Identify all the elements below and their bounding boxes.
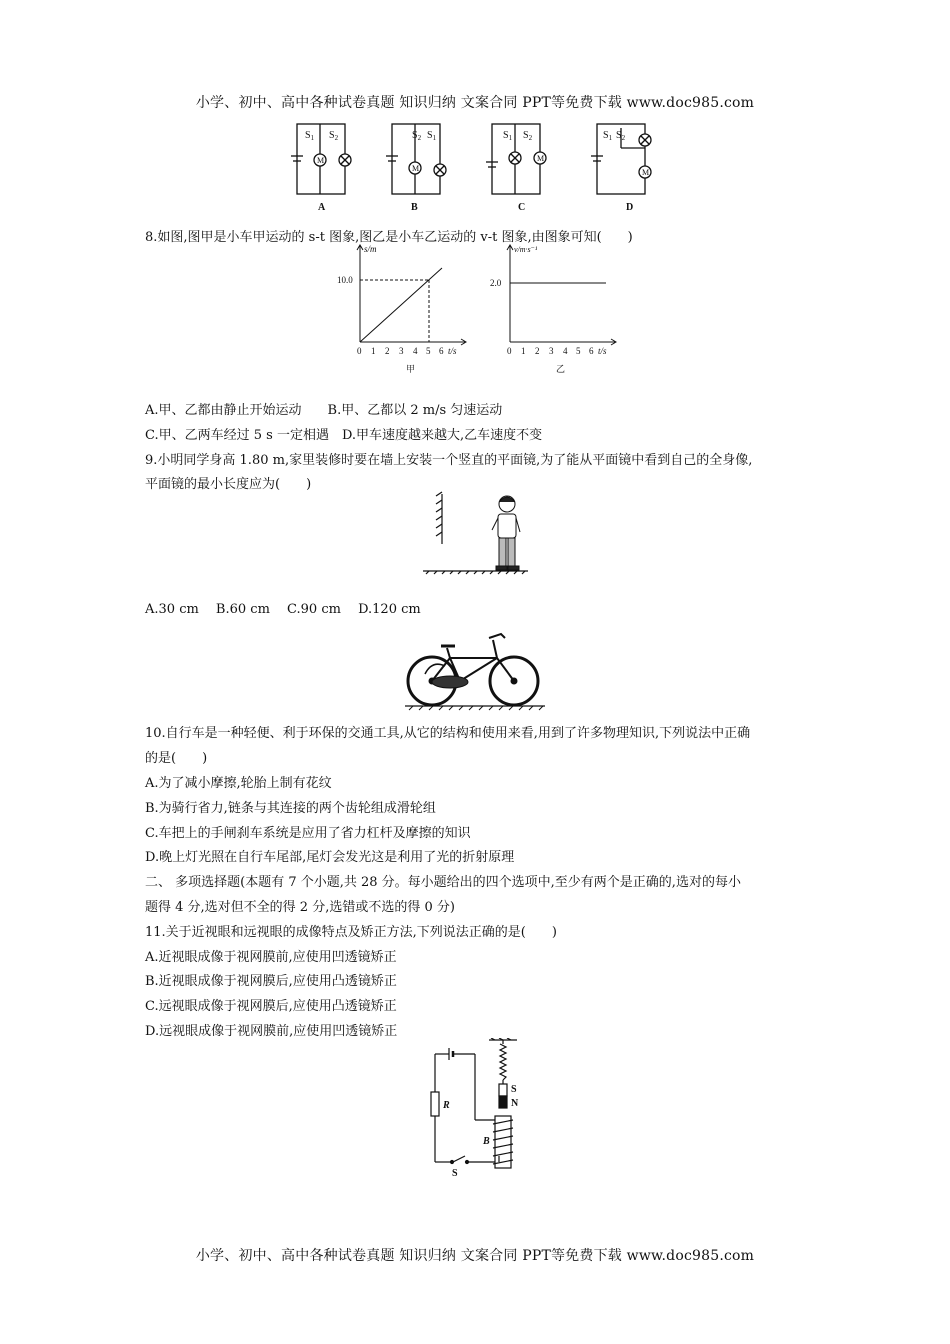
boy-icon xyxy=(492,496,520,570)
q9-mirror-boy-figure xyxy=(420,490,530,578)
q11-option-b: B.近视眼成像于视网膜后,应使用凸透镜矫正 xyxy=(145,974,397,989)
q11-option-c: C.远视眼成像于视网膜后,应使用凸透镜矫正 xyxy=(145,999,397,1014)
circuit-diagrams xyxy=(285,118,665,218)
q10-option-c: C.车把上的手闸刹车系统是应用了省力杠杆及摩擦的知识 xyxy=(145,826,471,841)
svg-text:3: 3 xyxy=(399,346,404,356)
q11-option-a: A.近视眼成像于视网膜前,应使用凹透镜矫正 xyxy=(145,950,397,965)
section2-heading-line1: 二、 多项选择题(本题有 7 个小题,共 28 分。每小题给出的四个选项中,至少有两个是正确的,选对的每小 xyxy=(145,875,741,890)
svg-text:M: M xyxy=(412,164,420,173)
svg-text:1: 1 xyxy=(371,346,376,356)
q8-option-cd: C.甲、乙两车经过 5 s 一定相遇 D.甲车速度越来越大,乙车速度不变 xyxy=(145,428,543,443)
svg-text:v/m·s⁻¹: v/m·s⁻¹ xyxy=(514,245,538,254)
svg-text:1: 1 xyxy=(521,346,526,356)
circuit-label-a: A xyxy=(318,202,326,213)
electromagnet-figure xyxy=(425,1038,535,1178)
svg-text:0: 0 xyxy=(357,346,362,356)
q10-stem-line1: 10.自行车是一种轻便、利于环保的交通工具,从它的结构和使用来看,用到了许多物理知识,下列说法中正确 xyxy=(145,726,751,741)
page-header: 小学、初中、高中各种试卷真题 知识归纳 文案合同 PPT等免费下载 www.doc985.com xyxy=(195,95,755,111)
svg-text:S1: $S_1$ xyxy=(305,130,315,142)
svg-text:S2: $S_2$ xyxy=(523,130,533,142)
q9-options: A.30 cm B.60 cm C.90 cm D.120 cm xyxy=(145,602,421,617)
svg-text:6: 6 xyxy=(589,346,594,356)
svg-text:S2: $S_2$ xyxy=(329,130,339,142)
q10-option-d: D.晚上灯光照在自行车尾部,尾灯会发光这是利用了光的折射原理 xyxy=(145,850,515,865)
q9-stem-line2: 平面镜的最小长度应为( ) xyxy=(145,477,312,492)
svg-text:2.0: 2.0 xyxy=(490,278,502,288)
q10-option-a: A.为了减小摩擦,轮胎上制有花纹 xyxy=(145,776,332,791)
svg-text:4: 4 xyxy=(413,346,418,356)
svg-text:4: 4 xyxy=(563,346,568,356)
svg-text:S1: $S_1$ xyxy=(503,130,513,142)
q8-graph-jia xyxy=(330,240,470,380)
svg-text:乙: 乙 xyxy=(556,364,566,374)
pole-bottom-label: N xyxy=(511,1098,519,1109)
resistor-label: R xyxy=(443,1100,450,1111)
core-label: B xyxy=(483,1136,490,1147)
svg-text:S1: $S_1$ xyxy=(603,130,613,142)
svg-text:5: 5 xyxy=(576,346,581,356)
svg-text:2: 2 xyxy=(535,346,540,356)
svg-text:t/s: t/s xyxy=(598,346,607,356)
svg-text:10.0: 10.0 xyxy=(337,275,353,285)
svg-text:6: 6 xyxy=(439,346,444,356)
q8-graph-yi xyxy=(482,240,622,380)
svg-text:5: 5 xyxy=(426,346,431,356)
q11-option-d: D.远视眼成像于视网膜前,应使用凹透镜矫正 xyxy=(145,1024,398,1039)
svg-text:甲: 甲 xyxy=(406,364,416,374)
section2-heading-line2: 题得 4 分,选对但不全的得 2 分,选错或不选的得 0 分) xyxy=(145,900,455,915)
circuit-label-b: B xyxy=(411,202,418,213)
q10-stem-line2: 的是( ) xyxy=(145,751,208,766)
svg-text:M: M xyxy=(642,168,650,177)
pole-top-label: S xyxy=(511,1084,517,1095)
svg-text:3: 3 xyxy=(549,346,554,356)
svg-text:2: 2 xyxy=(385,346,390,356)
q10-option-b: B.为骑行省力,链条与其连接的两个齿轮组成滑轮组 xyxy=(145,801,436,816)
q11-stem: 11.关于近视眼和远视眼的成像特点及矫正方法,下列说法正确的是( ) xyxy=(145,925,557,940)
q8-option-ab: A.甲、乙都由静止开始运动 B.甲、乙都以 2 m/s 匀速运动 xyxy=(145,403,503,418)
svg-text:S1: $S_1$ xyxy=(427,130,437,142)
svg-text:S2: $S_2$ xyxy=(412,130,422,142)
q8-stem: 8.如图,图甲是小车甲运动的 s-t 图象,图乙是小车乙运动的 v-t 图象,由图象可知( ) xyxy=(145,230,633,245)
bicycle-figure xyxy=(405,626,545,712)
circuit-label-d: D xyxy=(626,202,634,213)
svg-text:S2: $S_2$ xyxy=(616,130,626,142)
circuit-label-c: C xyxy=(518,202,526,213)
q9-stem-line1: 9.小明同学身高 1.80 m,家里装修时要在墙上安装一个竖直的平面镜,为了能从平面镜中看到自己的全身像, xyxy=(145,453,753,468)
svg-text:t/s: t/s xyxy=(448,346,457,356)
page-footer: 小学、初中、高中各种试卷真题 知识归纳 文案合同 PPT等免费下载 www.doc985.com xyxy=(195,1248,755,1264)
svg-text:M: M xyxy=(317,156,325,165)
svg-text:s/m: s/m xyxy=(364,244,377,254)
svg-text:M: M xyxy=(537,154,545,163)
svg-text:0: 0 xyxy=(507,346,512,356)
switch-label: S xyxy=(452,1168,458,1178)
